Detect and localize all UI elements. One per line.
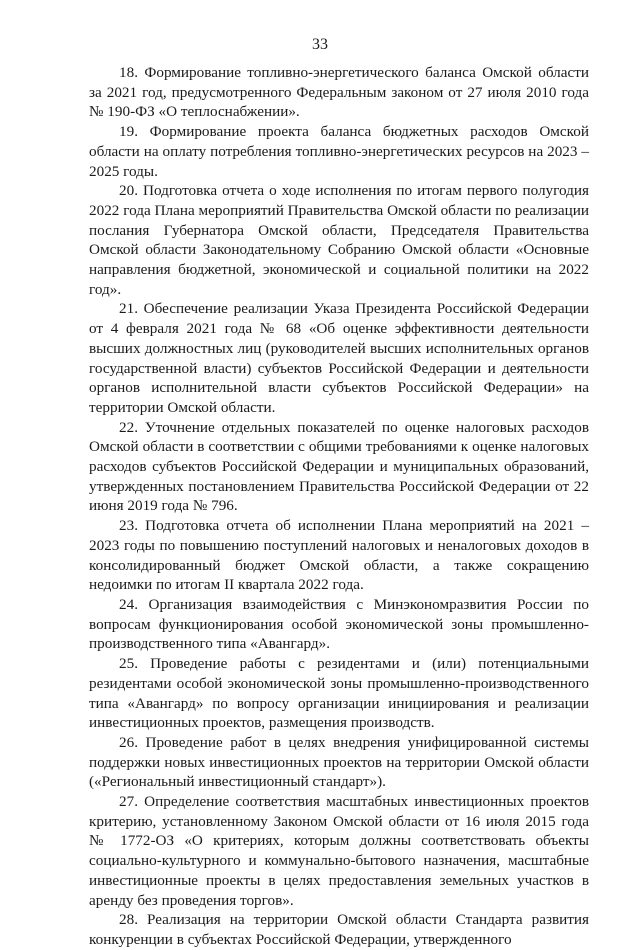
paragraph-20: 20. Подготовка отчета о ходе исполнения по итогам первого полугодия 2022 года Плана мероприятий Правительства Омской области по реализации послания Губернатора Омской области, Председателя Правительства Омской области Законодательному Собранию Омской области «Основные направления бюджетной, экономической и социальной политики на 2022 год».: [89, 182, 589, 298]
paragraph-24: 24. Организация взаимодействия с Минэкономразвития России по вопросам функционирования особой экономической зоны промышленно-производственного типа «Авангард».: [89, 595, 589, 653]
paragraph-18: 18. Формирование топливно-энергетического баланса Омской области за 2021 год, предусмотренного Федеральным законом от 27 июля 2010 года № 190-ФЗ «О теплоснабжении».: [89, 64, 589, 121]
page-number: 33: [312, 36, 328, 53]
paragraph-25: 25. Проведение работы с резидентами и (или) потенциальными резидентами особой экономической зоны промышленно-производственного типа «Авангард» по вопросу организации инициирования и реализации инвестиционных проектов, размещения производств.: [89, 655, 589, 732]
paragraph-26: 26. Проведение работ в целях внедрения унифицированной системы поддержки новых инвестиционных проектов на территории Омской области («Региональный инвестиционный стандарт»).: [89, 733, 589, 791]
paragraph-19: 19. Формирование проекта баланса бюджетных расходов Омской области на оплату потребления топливно-энергетических ресурсов на 2023 – 2025 годы.: [89, 123, 589, 180]
paragraph-28: 28. Реализация на территории Омской области Стандарта развития конкуренции в субъектах Российской Федерации, утвержденного: [89, 911, 589, 948]
paragraph-22: 22. Уточнение отдельных показателей по оценке налоговых расходов Омской области в соответствии с общими требованиями к оценке налоговых расходов субъектов Российской Федерации и муниципальных образований, утвержденных постановлением Правительства Российской Федерации от 22 июня 2019 года № 796.: [89, 418, 589, 515]
document-body: [89, 63, 589, 950]
paragraph-23: 23. Подготовка отчета об исполнении Плана мероприятий на 2021 – 2023 годы по повышению поступлений налоговых и неналоговых доходов в консолидированный бюджет Омской области, а также сокращению недоимки по итогам II квартала 2022 года.: [89, 517, 589, 594]
paragraph-27: 27. Определение соответствия масштабных инвестиционных проектов критерию, установленному Законом Омской области от 16 июля 2015 года № 1772-ОЗ «О критериях, которым должны соответствовать объекты социально-культурного и коммунально-бытового назначения, масштабные инвестиционные проекты в целях предоставления земельных участков в аренду без проведения торгов».: [89, 793, 589, 909]
paragraph-21: 21. Обеспечение реализации Указа Президента Российской Федерации от 4 февраля 2021 года № 68 «Об оценке эффективности деятельности высших должностных лиц (руководителей высших исполнительных органов государственной власти) субъектов Российской Федерации и деятельности органов исполнительной власти субъектов Российской Федерации» на территории Омской области.: [89, 300, 589, 416]
